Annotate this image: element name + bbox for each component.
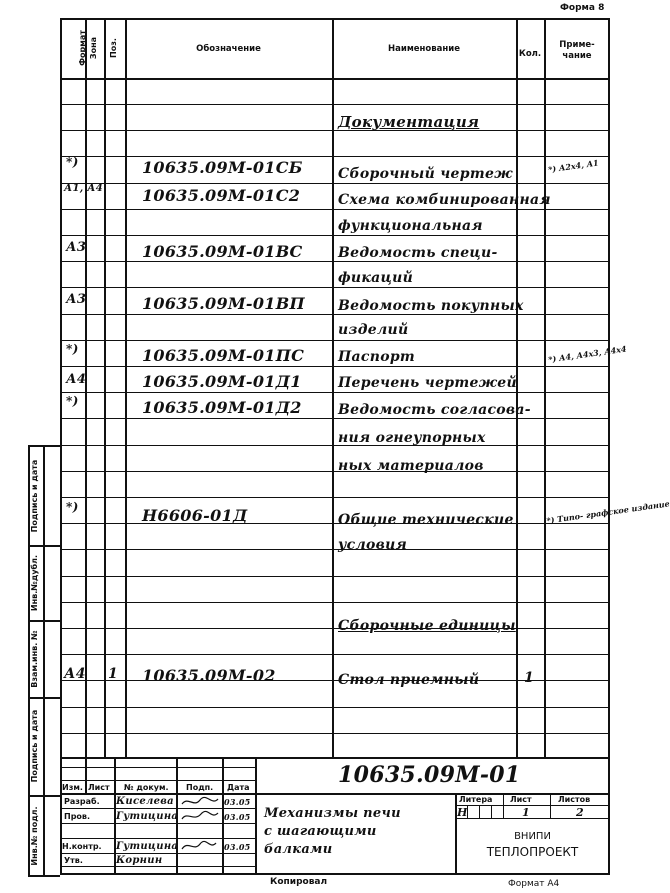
tb-utv: Утв. <box>64 856 83 865</box>
org-line2: ТЕПЛОПРОЕКТ <box>486 845 579 859</box>
row-line <box>60 183 610 184</box>
section-documentation: Документация <box>338 113 480 131</box>
header-designation: Обозначение <box>196 44 261 54</box>
tb-col-doc: № докум. <box>124 783 169 792</box>
tb-list-label: Лист <box>510 795 532 804</box>
row-designation: 10635.09М-01СБ <box>142 158 303 177</box>
header-pos: Поз. <box>109 38 118 58</box>
col-line <box>125 18 127 757</box>
header-format: Формат <box>78 30 87 66</box>
title-block-line <box>60 838 255 839</box>
row-name: изделий <box>338 322 409 338</box>
row-format: *) <box>66 342 79 356</box>
row-name: функциональная <box>338 218 483 234</box>
tb-nkontr-name: Гутицина <box>116 841 179 852</box>
row-name: условия <box>338 537 408 553</box>
title-block-col <box>503 793 504 818</box>
row-name: Ведомость согласова- <box>338 402 531 418</box>
doc-code: 10635.09М-01 <box>338 762 521 788</box>
row-note: *) А4, А4х3, А4х4 <box>547 343 628 365</box>
row-designation: 10635.09М-01Д1 <box>142 372 302 391</box>
tb-col-sign: Подп. <box>186 783 214 792</box>
row-name: Сборочный чертеж <box>338 166 513 182</box>
row-name: Общие технические <box>338 512 514 528</box>
tb-col-date: Дата <box>227 783 250 792</box>
row-qty: 1 <box>524 670 535 686</box>
header-note-1: Приме- <box>559 40 595 50</box>
copied-label: Копировал <box>270 877 328 887</box>
row-designation: 10635.09М-01ПС <box>142 346 305 365</box>
tb-prov-date: 03.05 <box>224 812 251 822</box>
col-line <box>544 18 546 757</box>
title-block-line <box>60 808 255 809</box>
doc-title-line1: Механизмы печи <box>264 806 401 821</box>
tb-listov-value: 2 <box>576 806 584 819</box>
col-line <box>85 18 87 757</box>
row-note: *) Типо- графское издание <box>545 498 670 526</box>
row-line <box>60 261 610 262</box>
title-block-col <box>85 757 87 793</box>
tb-nkontr-date: 03.05 <box>224 842 251 852</box>
row-designation: 10635.09М-01ВС <box>142 242 303 261</box>
org-line1: ВНИПИ <box>514 831 551 842</box>
tb-prov-name: Гутицина <box>116 811 179 822</box>
side-label-orig-inv: Инв.№ подл. <box>30 806 39 866</box>
row-designation: 10635.09М-01Д2 <box>142 398 302 417</box>
format-label: Формат А4 <box>508 879 560 889</box>
section-assembly-units: Сборочные единицы <box>338 618 516 634</box>
title-block-top <box>60 757 610 759</box>
title-block-line <box>60 767 255 768</box>
col-line <box>104 18 106 757</box>
tb-prov: Пров. <box>64 812 91 821</box>
row-designation: Н6606-01Д <box>142 506 248 525</box>
row-format: *) <box>66 500 79 514</box>
row-line <box>60 707 610 708</box>
doc-title-line2: с шагающими <box>264 824 377 839</box>
row-line <box>60 314 610 315</box>
row-line <box>60 576 610 577</box>
row-designation: 10635.09М-02 <box>142 666 276 685</box>
row-zone: 1 <box>108 666 119 682</box>
title-block-col <box>479 805 480 818</box>
tb-col-izm: Изм. <box>62 783 83 792</box>
row-designation: 10635.09М-01С2 <box>142 186 301 205</box>
row-name: Ведомость покупных <box>338 298 524 314</box>
title-block-line <box>60 780 255 781</box>
tb-nkontr: Н.контр. <box>62 842 102 851</box>
row-line <box>60 733 610 734</box>
tb-utv-name: Корнин <box>116 855 163 866</box>
row-name: Стол приемный <box>338 672 480 688</box>
row-format: А3 <box>66 240 87 255</box>
row-line <box>60 104 610 105</box>
row-name: ния огнеупорных <box>338 430 486 446</box>
signatures-image <box>178 794 222 868</box>
row-name: Паспорт <box>338 349 416 365</box>
form-label: Форма 8 <box>560 3 605 13</box>
row-name: ных материалов <box>338 458 484 474</box>
tb-listov-label: Листов <box>558 795 591 804</box>
row-name: фикаций <box>338 270 414 286</box>
row-format: А4 <box>66 372 87 387</box>
tb-razrab: Разраб. <box>64 797 100 806</box>
title-block-col <box>255 757 257 875</box>
tb-list-value: 1 <box>522 806 530 819</box>
row-line <box>60 287 610 288</box>
tb-razrab-name: Киселева <box>116 796 174 807</box>
side-strip-inner <box>43 445 45 875</box>
row-line <box>60 654 610 655</box>
row-line <box>60 628 610 629</box>
row-line <box>60 549 610 550</box>
row-line <box>60 392 610 393</box>
row-line <box>60 418 610 419</box>
side-label-sign-date-top: Подпись и дата <box>30 459 39 533</box>
title-block-col <box>550 793 551 818</box>
row-designation: 10635.09М-01ВП <box>142 294 305 313</box>
header-qty: Кол. <box>518 49 542 59</box>
side-label-dup-inv: Инв.№дубл. <box>30 554 39 612</box>
doc-title-line3: балками <box>264 842 333 857</box>
row-format: А3 <box>66 292 87 307</box>
row-name: Схема комбинированная <box>338 192 551 208</box>
row-note: *) А2х4, А1 <box>547 157 600 175</box>
title-block-line <box>455 818 610 819</box>
tb-litera-label: Литера <box>459 795 493 804</box>
row-line <box>60 471 610 472</box>
row-format: А1, А4 <box>64 183 103 194</box>
side-label-sign-date-bottom: Подпись и дата <box>30 709 39 783</box>
header-note-2: чание <box>562 51 592 61</box>
row-line <box>60 235 610 236</box>
row-line <box>60 445 610 446</box>
side-label-replaced-inv: Взам.инв. № <box>30 630 39 688</box>
col-line <box>332 18 334 757</box>
row-line <box>60 366 610 367</box>
header-bottom <box>60 78 610 80</box>
header-zone: Зона <box>89 36 98 60</box>
title-block-col <box>491 805 492 818</box>
row-name: Перечень чертежей <box>338 375 517 391</box>
tb-col-list: Лист <box>88 783 110 792</box>
title-block-line <box>60 853 255 854</box>
sheet-frame <box>60 18 610 875</box>
title-block-line <box>60 866 255 867</box>
tb-razrab-date: 03.05 <box>224 797 251 807</box>
header-name: Наименование <box>388 44 460 54</box>
row-line <box>60 209 610 210</box>
title-block-line <box>60 823 255 824</box>
row-line <box>60 340 610 341</box>
row-line <box>60 130 610 131</box>
tb-litera-value: Н <box>457 806 468 819</box>
row-format: *) <box>66 394 79 408</box>
row-line <box>60 497 610 498</box>
row-format: А4 <box>64 666 86 682</box>
row-format: *) <box>66 155 79 169</box>
row-line <box>60 602 610 603</box>
row-name: Ведомость специ- <box>338 245 498 261</box>
